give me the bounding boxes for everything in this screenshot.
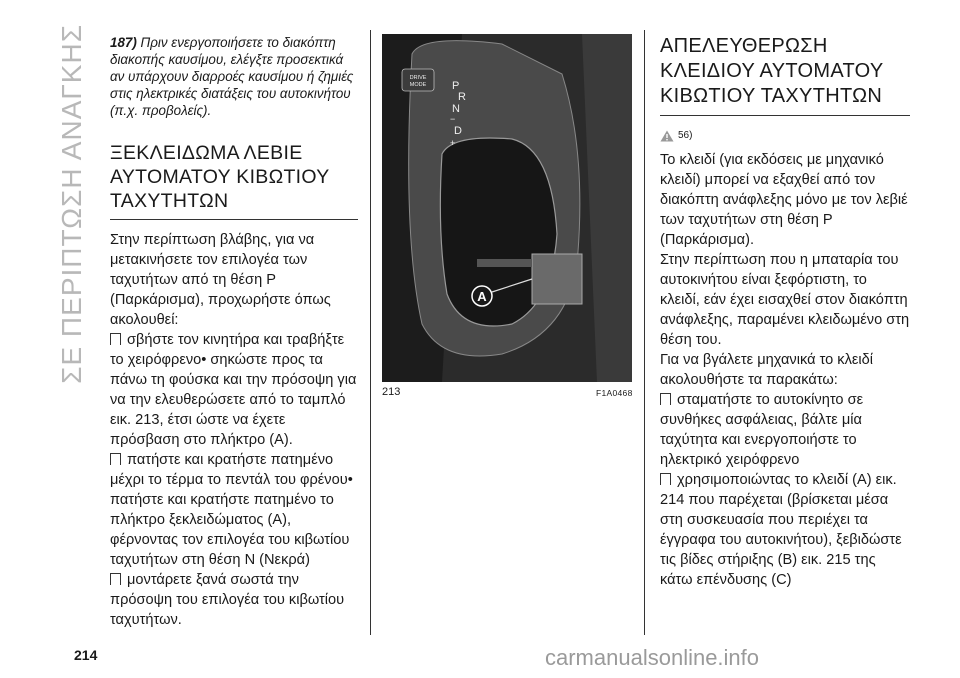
column-divider-left xyxy=(370,30,371,635)
gear-r: R xyxy=(458,91,466,103)
note-text: Πριν ενεργοποιήσετε το διακόπτη διακοπής καυσίμου, ελέγξτε προσεκτικά αν υπάρχουν διαρροές καυσίμου ή ζημιές στις ηλεκτρικές διατάξεις του αυτοκινήτου (π.χ. προβολείς). xyxy=(110,35,354,118)
step-3 xyxy=(110,570,358,630)
para-key-extract: Το κλειδί (για εκδόσεις με μηχανικό κλειδί) μπορεί να εξαχθεί από τον διακόπτη ανάφλεξης μόνο με τον λεβιέ των ταχυτήτων στη θέση P (Παρκάρισμα). xyxy=(660,152,908,248)
step-r1-text: σταματήστε το αυτοκίνητο σε συνθήκες ασφάλειας, βάλτε μία ταχύτητα και ενεργοποιήστε το ηλεκτρικό χειρόφρενο xyxy=(660,392,864,468)
step-r2 xyxy=(660,470,910,590)
figure-number: 213 xyxy=(382,386,401,398)
para-instructions: Για να βγάλετε μηχανικά το κλειδί ακολουθήστε τα παρακάτω: xyxy=(660,352,874,388)
figure-code: F1A0468 xyxy=(596,388,633,398)
step-r2-text: χρησιμοποιώντας το κλειδί (A) εικ. 214 που παρέχεται (βρίσκεται μέσα στη συσκευασία που περιέχει τα έγγραφα του αυτοκινήτου), ξεβιδώστε τις βίδες στήριξης (B) εικ. 215 της κάτω επένδυσης (C) xyxy=(660,472,902,588)
step-1-text: σβήστε τον κινητήρα και τραβήξτε το χειρόφρενο• σηκώστε προς τα πάνω τη φούσκα και την πρόσοψη για να την ελευθερώσετε από το ταμπλό εικ. 213, έτσι ώστε να έχετε πρόσβαση στο πλήκτρο (A). xyxy=(110,332,357,448)
bullet-icon xyxy=(110,333,121,345)
left-column xyxy=(110,34,358,630)
bullet-icon xyxy=(110,573,121,585)
heading-key-release: ΑΠΕΛΕΥΘΕΡΩΣΗ ΚΛΕΙΔΙΟΥ ΑΥΤΟΜΑΤΟΥ ΚΙΒΩΤΙΟΥ ΤΑΧΥΤΗΤΩΝ xyxy=(660,34,910,116)
gear-plus: + xyxy=(450,138,456,148)
heading-unlock-lever: ΞΕΚΛΕΙΔΩΜΑ ΛΕΒΙΕ ΑΥΤΟΜΑΤΟΥ ΚΙΒΩΤΙΟΥ ΤΑΧΥΤΗΤΩΝ xyxy=(110,141,358,220)
page-number: 214 xyxy=(74,647,98,663)
callout-a-label: A xyxy=(477,289,487,304)
gear-n: N xyxy=(452,103,460,115)
drive-mode-label-2: MODE xyxy=(409,82,427,88)
para-battery: Στην περίπτωση που η μπαταρία του αυτοκινήτου είναι ξεφόρτιστη, το κλειδί, εάν έχει εισαχθεί στον διακόπτη ανάφλεξης, παραμένει κλειδωμένο στη θέση του. xyxy=(660,252,910,348)
intro-paragraph: Στην περίπτωση βλάβης, για να μετακινήσετε τον επιλογέα των ταχυτήτων από τη θέση P (Παρκάρισμα), προχωρήστε όπως ακολουθεί: xyxy=(110,232,331,328)
gear-minus: − xyxy=(450,114,456,124)
warning-ref-number: 56) xyxy=(678,130,693,141)
step-2-text: πατήστε και κρατήστε πατημένο μέχρι το τέρμα το πεντάλ του φρένου• πατήστε και κρατήστε πατημένο το πλήκτρο ξεκλειδώματος (A), φέρνοντας τον επιλογέα του κιβωτίου ταχυτήτων στη θέση N (Νεκρά) xyxy=(110,452,353,568)
step-r1 xyxy=(660,390,910,470)
figure-213-gear-selector xyxy=(382,34,632,382)
drive-mode-label-1: DRIVE xyxy=(409,75,427,81)
gear-p: P xyxy=(452,80,460,92)
gear-d: D xyxy=(454,125,462,137)
step-1 xyxy=(110,330,358,450)
section-side-title xyxy=(52,24,92,404)
bullet-icon xyxy=(660,393,671,405)
bullet-icon xyxy=(110,453,121,465)
step-3-text: μοντάρετε ξανά σωστά την πρόσοψη του επιλογέα του κιβωτίου ταχυτήτων. xyxy=(110,572,345,628)
gear-selector-illustration xyxy=(382,34,632,382)
warning-reference xyxy=(660,126,910,146)
step-2 xyxy=(110,450,358,570)
warning-triangle-icon xyxy=(660,130,674,142)
watermark-text: carmanualsonline.info xyxy=(545,645,760,670)
section-side-title-text: ΣΕ ΠΕΡΙΠΤΩΣΗ ΑΝΑΓΚΗΣ xyxy=(56,24,87,384)
bullet-icon xyxy=(660,473,671,485)
right-column xyxy=(660,34,910,590)
note-ref: 187) xyxy=(110,35,137,50)
safety-note xyxy=(110,34,358,119)
column-divider-right xyxy=(644,30,645,635)
